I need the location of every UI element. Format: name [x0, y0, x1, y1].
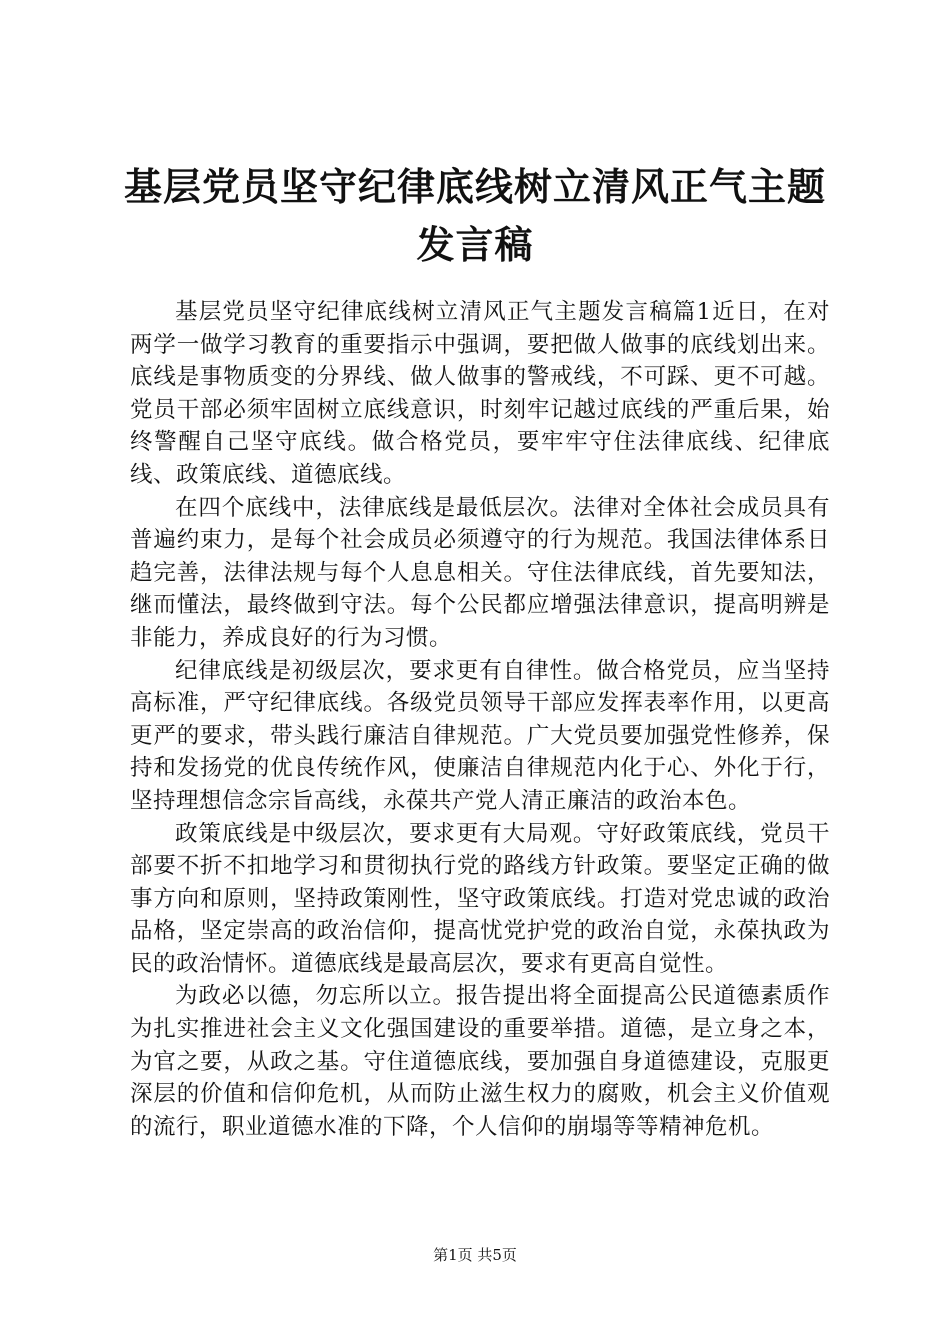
- page-footer: 第1页 共5页: [433, 1246, 517, 1264]
- paragraph: 基层党员坚守纪律底线树立清风正气主题发言稿篇1近日，在对两学一做学习教育的重要指示中强调，要把做人做事的底线划出来。底线是事物质变的分界线、做人做事的警戒线，不可踩、更不可越。党员干部必须牢固树立底线意识，时刻牢记越过底线的严重后果，始终警醒自己坚守底线。做合格党员，要牢牢守住法律底线、纪律底线、政策底线、道德底线。: [130, 299, 830, 488]
- paragraph: 在四个底线中，法律底线是最低层次。法律对全体社会成员具有普遍约束力，是每个社会成员必须遵守的行为规范。我国法律体系日趋完善，法律法规与每个人息息相关。守住法律底线，首先要知法，继而懂法，最终做到守法。每个公民都应增强法律意识，提高明辨是非能力，养成良好的行为习惯。: [130, 494, 830, 651]
- document-title: 基层党员坚守纪律底线树立清风正气主题发言稿: [123, 165, 826, 267]
- paragraph: 为政必以德，勿忘所以立。报告提出将全面提高公民道德素质作为扎实推进社会主义文化强国建设的重要举措。道德，是立身之本，为官之要，从政之基。守住道德底线，要加强自身道德建设，克服更深层的价值和信仰危机，从而防止滋生权力的腐败，机会主义价值观的流行，职业道德水准的下降，个人信仰的崩塌等等精神危机。: [130, 983, 830, 1140]
- paragraph: 纪律底线是初级层次，要求更有自律性。做合格党员，应当坚持高标准，严守纪律底线。各级党员领导干部应发挥表率作用，以更高更严的要求，带头践行廉洁自律规范。广大党员要加强党性修养，保持和发扬党的优良传统作风，使廉洁自律规范内化于心、外化于行，坚持理想信念宗旨高线，永葆共产党人清正廉洁的政治本色。: [130, 657, 830, 814]
- document-body: [130, 296, 830, 1143]
- paragraph: 政策底线是中级层次，要求更有大局观。守好政策底线，党员干部要不折不扣地学习和贯彻执行党的路线方针政策。要坚定正确的做事方向和原则，坚持政策刚性，坚守政策底线。打造对党忠诚的政治品格，坚定崇高的政治信仰，提高忧党护党的政治自觉，永葆执政为民的政治情怀。道德底线是最高层次，要求有更高自觉性。: [130, 820, 830, 977]
